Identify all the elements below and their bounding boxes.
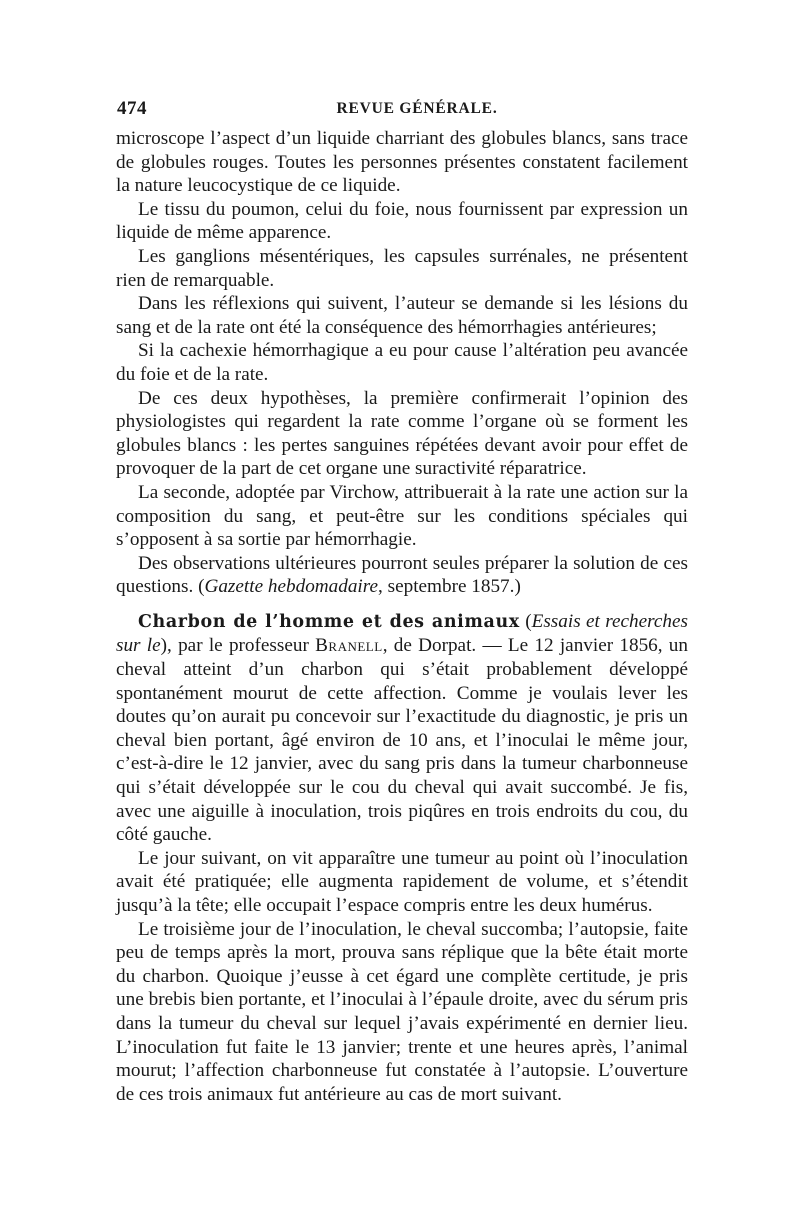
paragraph-1: microscope l’aspect d’un liquide charriant des globules blancs, sans trace de globules rouges. Toutes les personnes présentes constatent facilement la nature leucocystique de ce liquide. xyxy=(116,128,688,197)
section-intro-paragraph xyxy=(116,610,688,847)
paragraph-4: Dans les réflexions qui suivent, l’auteur se demande si les lésions du sang et de la rate ont été la conséquence des hémorrhagies antérieures; xyxy=(116,293,688,338)
section-subtitle-open: ( xyxy=(519,610,532,632)
paragraph-7: La seconde, adoptée par Virchow, attribuerait à la rate une action sur la composition du sang, et peut-être sur les conditions spéciales qui s’opposent à sa sortie par hémorrhagie. xyxy=(116,481,688,551)
running-title: REVUE GÉNÉRALE. xyxy=(336,100,498,117)
paragraph-8-end: , septembre 1857.) xyxy=(378,576,521,598)
page-number: 474 xyxy=(117,98,147,119)
paragraph-8-text: Des observations ultérieures pourront seules préparer la solution de ces questions. ( xyxy=(116,552,688,598)
author-name: Branell xyxy=(315,635,383,657)
paragraph-8 xyxy=(116,552,688,599)
paragraph-3: Les ganglions mésentériques, les capsules surrénales, ne présentent rien de remarquable. xyxy=(116,245,688,291)
section-subtitle: Essais et recherches sur le xyxy=(116,610,688,657)
source-citation: Gazette hebdomadaire xyxy=(204,576,379,598)
paragraph-11: Le troisième jour de l’inoculation, le cheval succomba; l’autopsie, faite peu de temps après la mort, prouva sans réplique que la bête était morte du charbon. Quoique j’eusse à cet égard une complète certitude, je pris une brebis bien portante, et l’inoculai à l’épaule droite, avec du sérum pris dans la tumeur du cheval sur lequel j’avais expérimenté en dernier lieu. L’inoculation fut faite le 13 janvier; trente et une heures après, l’animal mourut; l’affection charbonneuse fut constatée à l’autopsie. L’ouverture de ces trois animaux fut antérieure au cas de mort suivant. xyxy=(116,918,688,1105)
section-heading: Charbon de l’homme et des animaux xyxy=(138,611,520,632)
paragraph-2: Le tissu du poumon, celui du foie, nous fournissent par expression un liquide de même apparence. xyxy=(116,198,688,244)
running-head xyxy=(117,98,687,124)
body-text xyxy=(116,127,688,1106)
section-intro-text: , de Dorpat. — Le 12 janvier 1856, un cheval atteint d’un charbon qui s’était probablement développé spontanément mourut de cette affection. Comme je voulais lever les doutes qu’on aurait pu concevoir sur l’exactitude du diagnostic, je pris un cheval bien portant, âgé environ de 10 ans, et l’inoculai le même jour, c’est-à-dire le 12 janvier, avec du sang pris dans la tumeur charbonneuse qui s’était développée sur le cou du cheval qui avait succombé. Je fis, avec une aiguille à inoculation, trois piqûres en trois endroits du cou, du côté gauche. xyxy=(116,635,688,846)
paragraph-10: Le jour suivant, on vit apparaître une tumeur au point où l’inoculation avait été pratiquée; elle augmenta rapidement de volume, et s’étendit jusqu’à la tête; elle occupait l’espace compris entre les deux humérus. xyxy=(116,847,688,916)
section-subtitle-close: ), par le professeur xyxy=(160,635,316,657)
paragraph-5: Si la cachexie hémorrhagique a eu pour cause l’altération peu avancée du foie et de la rate. xyxy=(116,340,688,385)
paragraph-6: De ces deux hypothèses, la première confirmerait l’opinion des physiologistes qui regardent la rate comme l’organe où se forment les globules blancs : les pertes sanguines répétées devant avoir pour effet de provoquer de la part de cet organe une suractivité réparatrice. xyxy=(116,387,688,480)
